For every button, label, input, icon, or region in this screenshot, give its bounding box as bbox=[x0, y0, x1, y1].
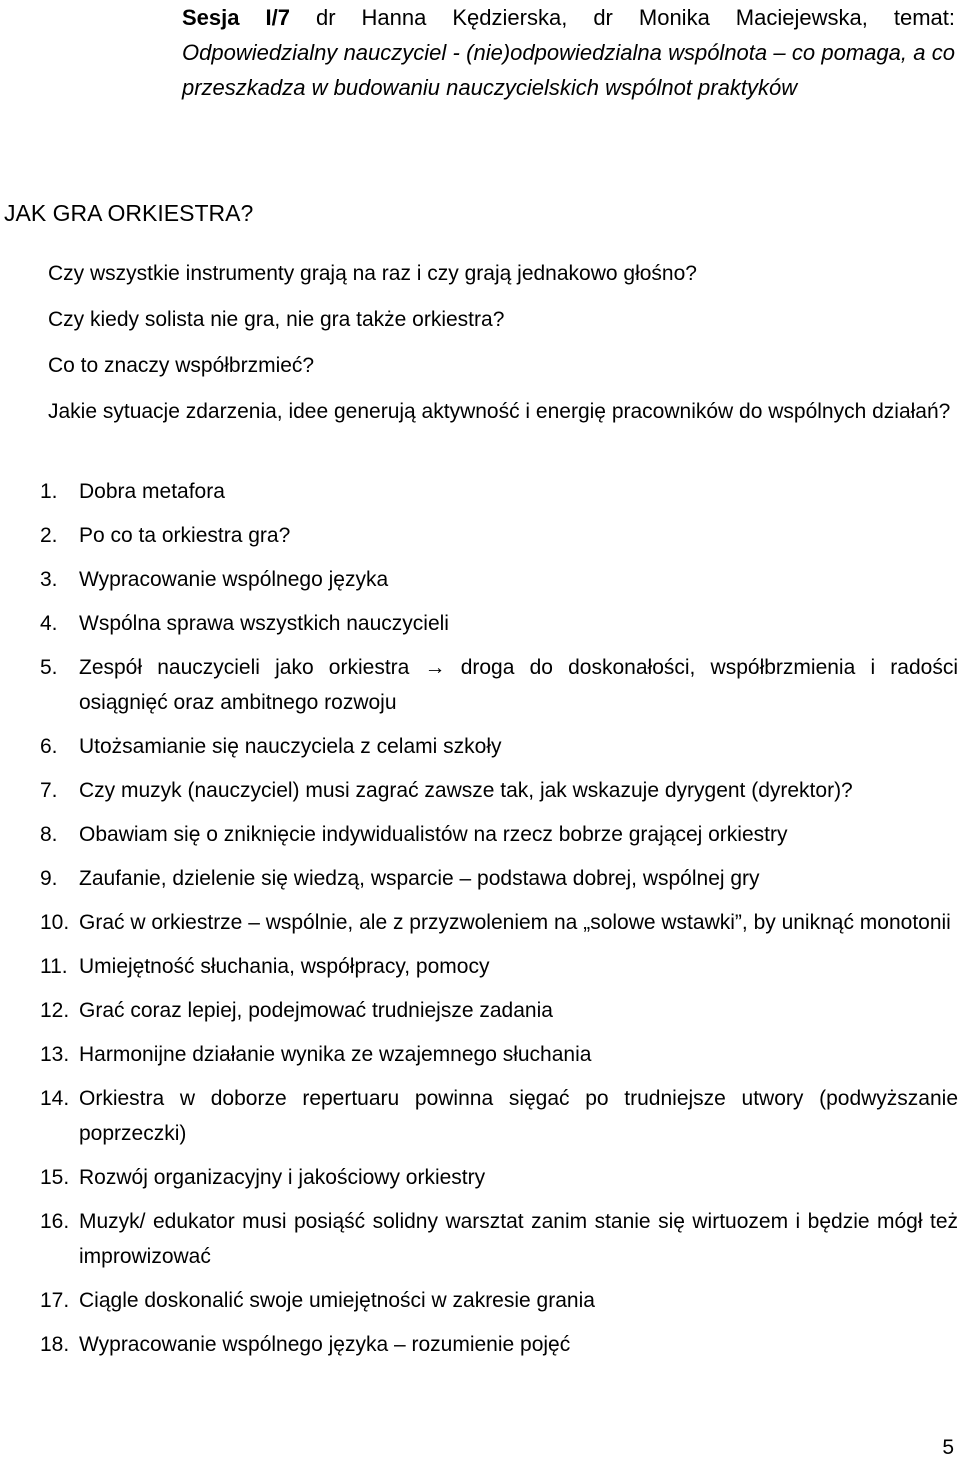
item-number: 18. bbox=[40, 1333, 70, 1356]
list-item bbox=[40, 474, 958, 509]
item-text: Ciągle doskonalić swoje umiejętności w zakresie grania bbox=[79, 1289, 595, 1312]
item-text: Rozwój organizacyjny i jakościowy orkiestry bbox=[79, 1166, 486, 1189]
item-number: 5. bbox=[40, 656, 58, 679]
numbered-list bbox=[40, 474, 958, 1371]
item-number: 12. bbox=[40, 999, 70, 1022]
list-item bbox=[40, 905, 958, 940]
item-text: Wypracowanie wspólnego języka bbox=[79, 568, 389, 591]
page-number: 5 bbox=[942, 1436, 954, 1459]
list-item bbox=[40, 1081, 958, 1151]
question: Co to znaczy współbrzmieć? bbox=[48, 354, 315, 377]
item-text: Zaufanie, dzielenie się wiedzą, wsparcie – podstawa dobrej, wspólnej gry bbox=[79, 867, 760, 890]
list-item bbox=[40, 1204, 958, 1274]
item-number: 17. bbox=[40, 1289, 70, 1312]
item-number: 4. bbox=[40, 612, 58, 635]
item-number: 13. bbox=[40, 1043, 70, 1066]
list-item bbox=[40, 1327, 958, 1362]
item-text: Grać coraz lepiej, podejmować trudniejsze zadania bbox=[79, 999, 553, 1022]
list-item bbox=[40, 861, 958, 896]
item-number: 11. bbox=[40, 955, 68, 978]
item-text: Umiejętność słuchania, współpracy, pomocy bbox=[79, 955, 490, 978]
list-item bbox=[40, 562, 958, 597]
item-text: Wspólna sprawa wszystkich nauczycieli bbox=[79, 612, 449, 635]
question: Czy wszystkie instrumenty grają na raz i czy grają jednakowo głośno? bbox=[48, 262, 697, 285]
item-text: Wypracowanie wspólnego języka – rozumienie pojęć bbox=[79, 1333, 571, 1356]
list-item bbox=[40, 606, 958, 641]
item-text: Zespół nauczycieli jako orkiestra → droga do doskonałości, współbrzmienia i radości osiągnięć oraz ambitnego rozwoju bbox=[79, 656, 958, 714]
item-number: 10. bbox=[40, 911, 70, 934]
document-header bbox=[182, 0, 955, 105]
session-topic: Odpowiedzialny nauczyciel - (nie)odpowiedzialna wspólnota – co pomaga, a co przeszkadza w budowaniu nauczycielskich wspólnot praktyków bbox=[182, 40, 955, 100]
question: Jakie sytuacje zdarzenia, idee generują aktywność i energię pracowników do wspólnych działań? bbox=[48, 400, 951, 423]
item-number: 1. bbox=[40, 480, 58, 503]
question: Czy kiedy solista nie gra, nie gra także orkiestra? bbox=[48, 308, 505, 331]
item-text: Po co ta orkiestra gra? bbox=[79, 524, 291, 547]
section-title: JAK GRA ORKIESTRA? bbox=[4, 200, 254, 226]
authors-line: dr Hanna Kędzierska, dr Monika Maciejewska, temat: bbox=[289, 5, 955, 30]
session-label: Sesja I/7 bbox=[182, 5, 290, 30]
item-number: 9. bbox=[40, 867, 58, 890]
question-list bbox=[48, 256, 958, 440]
list-item bbox=[40, 949, 958, 984]
item-text: Czy muzyk (nauczyciel) musi zagrać zawsze tak, jak wskazuje dyrygent (dyrektor)? bbox=[79, 779, 853, 802]
list-item bbox=[40, 817, 958, 852]
item-number: 6. bbox=[40, 735, 58, 758]
item-text: Utożsamianie się nauczyciela z celami szkoły bbox=[79, 735, 502, 758]
list-item bbox=[40, 773, 958, 808]
list-item bbox=[40, 993, 958, 1028]
item-number: 3. bbox=[40, 568, 58, 591]
item-text: Dobra metafora bbox=[79, 480, 225, 503]
list-item bbox=[40, 518, 958, 553]
item-text: Obawiam się o zniknięcie indywidualistów na rzecz bobrze grającej orkiestry bbox=[79, 823, 788, 846]
list-item bbox=[40, 1283, 958, 1318]
item-number: 14. bbox=[40, 1087, 70, 1110]
item-number: 15. bbox=[40, 1166, 70, 1189]
item-text: Harmonijne działanie wynika ze wzajemnego słuchania bbox=[79, 1043, 592, 1066]
item-number: 8. bbox=[40, 823, 58, 846]
item-text: Muzyk/ edukator musi posiąść solidny warsztat zanim stanie się wirtuozem i będzie mógł też improwizować bbox=[79, 1210, 958, 1268]
list-item bbox=[40, 650, 958, 720]
item-text: Orkiestra w doborze repertuaru powinna sięgać po trudniejsze utwory (podwyższanie poprzeczki) bbox=[79, 1087, 958, 1145]
item-text: Grać w orkiestrze – wspólnie, ale z przyzwoleniem na „solowe wstawki”, by uniknąć monotonii bbox=[79, 911, 951, 934]
item-number: 16. bbox=[40, 1210, 70, 1233]
list-item bbox=[40, 1160, 958, 1195]
list-item bbox=[40, 1037, 958, 1072]
list-item bbox=[40, 729, 958, 764]
item-number: 2. bbox=[40, 524, 58, 547]
item-number: 7. bbox=[40, 779, 58, 802]
